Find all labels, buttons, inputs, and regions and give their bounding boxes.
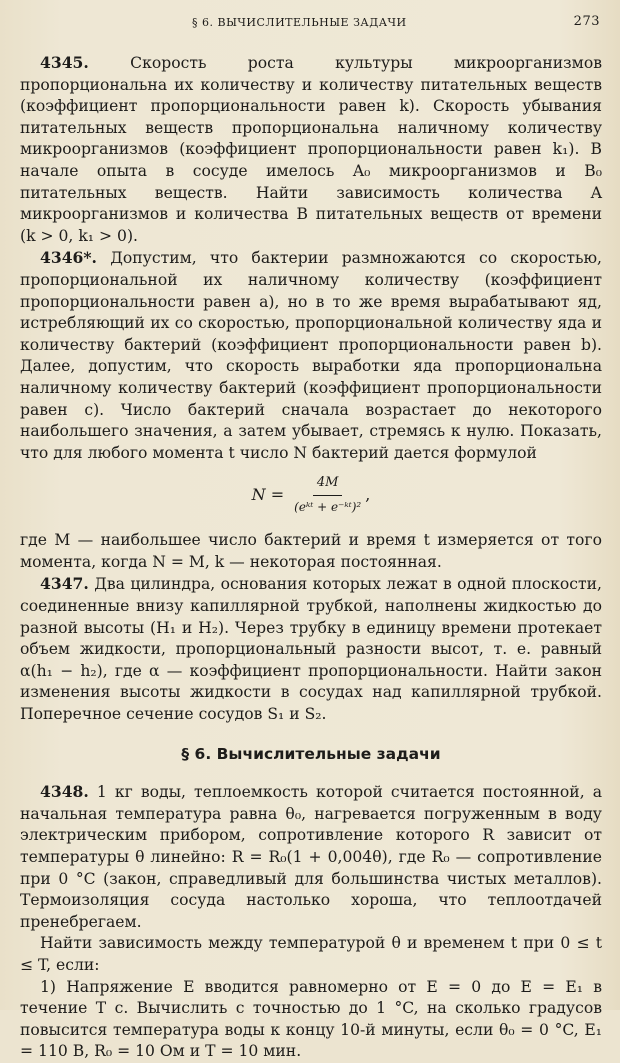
running-head-title: § 6. ВЫЧИСЛИТЕЛЬНЫЕ ЗАДАЧИ (192, 16, 407, 29)
section-heading: § 6. Вычислительные задачи (181, 744, 441, 763)
problem-4348-item-1: 1) Напряжение E вводится равномерно от E = 0 до E = E₁ в течение T с. Вычислить с точностью до 1 °C, на сколько градусов повысится температура воды к концу 10-й минуты, если θ₀ = 0 °C, E₁ = 110 В, R₀ = 10 Ом и T = 10 мин. (20, 977, 602, 1061)
problem-4348-question: Найти зависимость между температурой θ и временем t при 0 ≤ t ≤ T, если: (20, 934, 602, 974)
problem-4347 (20, 573, 602, 725)
problem-4345 (20, 52, 602, 247)
body-text (20, 52, 602, 1063)
problem-number: 4346*. (40, 248, 97, 268)
problem-4346 (20, 247, 602, 464)
formula-numerator: 4M (313, 472, 343, 496)
problem-number: 4348. (40, 782, 89, 802)
formula-lhs: N = (251, 485, 285, 505)
problem-text: Скорость роста культуры микроорганизмов пропорциональна их количеству и количеству питательных веществ (коэффициент пропорциональности равен k). Скорость убывания питательных веществ пропорциональна наличному количеству микроорганизмов (коэффициент пропорциональности равен k₁). В начале опыта в сосуде имелось A₀ микроорганизмов и B₀ питательных веществ. Найти зависимость количества A микроорганизмов и количества B питательных веществ от времени (k > 0, k₁ > 0). (20, 54, 602, 245)
formula-n (20, 466, 602, 524)
problem-4348 (20, 781, 602, 933)
formula-fraction (290, 472, 365, 518)
formula-trailing: , (365, 485, 371, 505)
problem-text: Допустим, что бактерии размножаются со скоростью, пропорциональной их наличному количеству (коэффициент пропорциональности равен a), но в то же время вырабатывают яд, истребляющий их со скоростью, пропорциональной количеству яда и количеству бактерий (коэффициент пропорциональности равен b). Далее, допустим, что скорость выработки яда пропорциональна наличному количеству бактерий (коэффициент пропорциональности равен c). Число бактерий сначала возрастает до некоторого наибольшего значения, а затем убывает, стремясь к нулю. Показать, что для любого момента t число N бактерий дается формулой (20, 249, 602, 462)
problem-number: 4347. (40, 574, 89, 594)
formula-denominator: (eᵏᵗ + e⁻ᵏᵗ)² (294, 499, 362, 514)
running-head (20, 14, 602, 34)
problem-number: 4345. (40, 53, 89, 72)
problem-text: Два цилиндра, основания которых лежат в одной плоскости, соединенные внизу капиллярной трубкой, наполнены жидкостью до разной высоты (H₁ и H₂). Через трубку в единицу времени протекает объем жидкости, пропорциональный разности высот, т. е. равный α(h₁ − h₂), где α — коэффициент пропорциональности. Найти закон изменения высоты жидкости в сосудах над капиллярной трубкой. Поперечное сечение сосудов S₁ и S₂. (20, 575, 602, 724)
page-number: 273 (573, 14, 600, 29)
problem-text: 1 кг воды, теплоемкость которой считается постоянной, а начальная температура равна θ₀, нагревается погруженным в воду электрическим прибором, сопротивление которого R зависит от температуры θ линейно: R = R₀(1 + 0,004θ), где R₀ — сопротивление при 0 °C (закон, справедливый для большинства чистых металлов). Термоизоляция сосуда настолько хороша, что теплоотдачей пренебрегаем. (20, 783, 602, 931)
problem-4346-continuation: где M — наибольшее число бактерий и время t измеряется от того момента, когда N = M, k — некоторая постоянная. (20, 531, 602, 571)
